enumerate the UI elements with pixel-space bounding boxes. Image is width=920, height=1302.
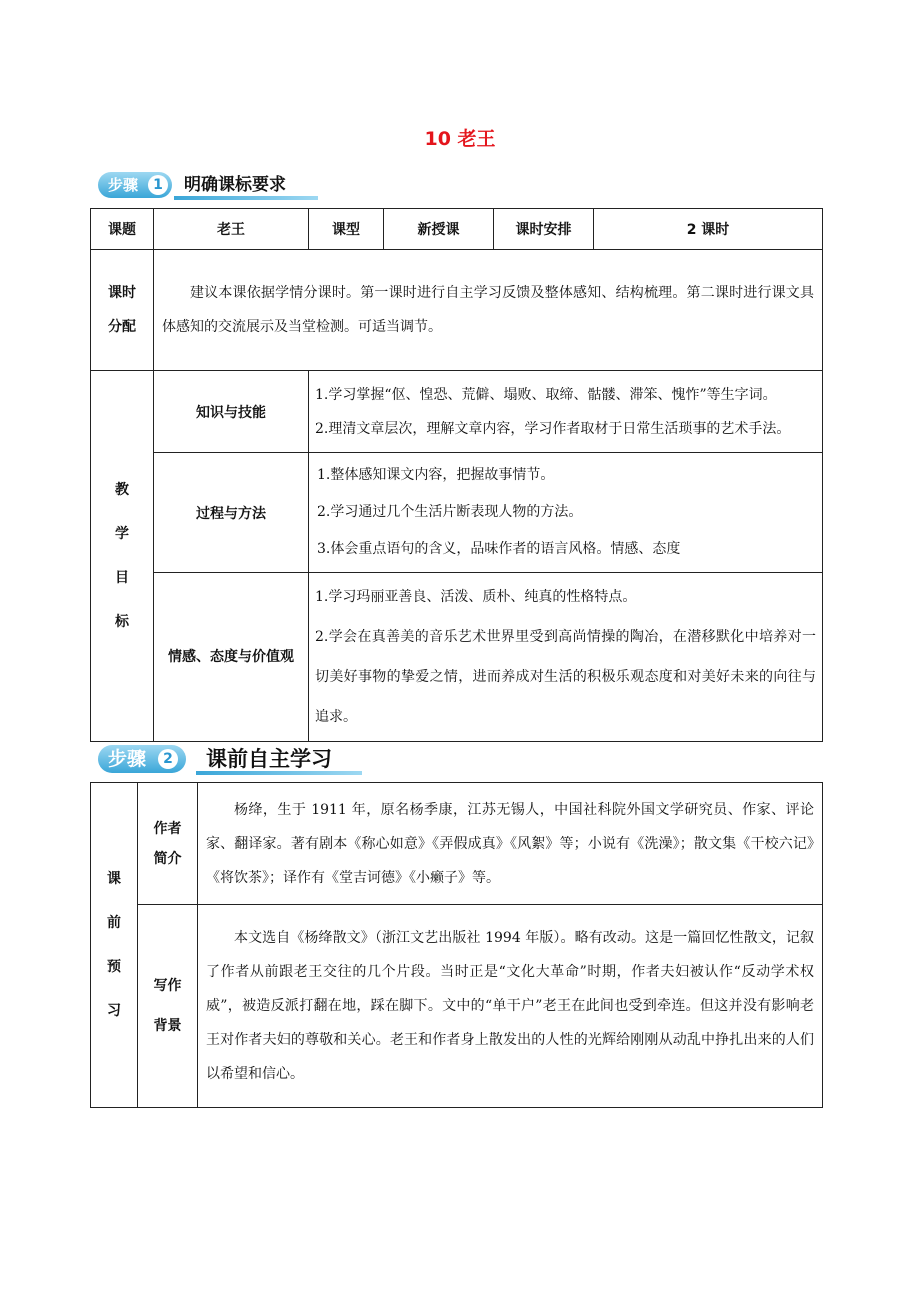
author-row [91, 783, 823, 905]
header-schedule-value: 2 课时 [594, 209, 823, 250]
goal-row-emotion [91, 573, 823, 742]
step-1-number-icon: 1 [148, 175, 168, 195]
header-topic-label: 课题 [91, 209, 154, 250]
step-2-underline [196, 771, 362, 775]
step-1-label: 明确课标要求 [184, 175, 286, 195]
step-1-banner [98, 172, 318, 198]
header-topic-value: 老王 [154, 209, 309, 250]
author-label: 作者 简介 [138, 783, 198, 905]
goal-knowledge-content [309, 371, 823, 453]
goal-row-process [91, 453, 823, 573]
header-type-value: 新授课 [384, 209, 494, 250]
goal-item: 1.学习玛丽亚善良、活泼、质朴、纯真的性格特点。 [315, 589, 637, 605]
goal-item: 2.理清文章层次，理解文章内容，学习作者取材于日常生活琐事的艺术手法。 [315, 420, 791, 437]
step-1-pill: 步骤 [98, 172, 172, 198]
course-standards-table [90, 208, 823, 742]
preview-label: 课 前 预 习 [91, 783, 138, 1108]
background-label: 写作 背景 [138, 905, 198, 1108]
allocation-row [91, 250, 823, 371]
page-title: 10 老王 [424, 128, 496, 150]
goal-item: 1.整体感知课文内容，把握故事情节。 [317, 467, 555, 483]
header-schedule-label: 课时安排 [494, 209, 594, 250]
author-text: 杨绛，生于 1911 年，原名杨季康，江苏无锡人，中国社科院外国文学研究员、作家、评论家、翻译家。著有剧本《称心如意》《弄假成真》《风絮》等；小说有《洗澡》；散文集《干校六记》《将饮茶》；译作有《堂吉诃德》《小癞子》等。 [198, 783, 823, 905]
goal-emotion-label: 情感、态度与价值观 [154, 573, 309, 742]
step-2-label: 课前自主学习 [206, 747, 332, 771]
allocation-text: 建议本课依据学情分课时。第一课时进行自主学习反馈及整体感知、结构梳理。第二课时进行课文具体感知的交流展示及当堂检测。可适当调节。 [154, 250, 823, 371]
goals-label: 教 学 目 标 [91, 371, 154, 742]
goal-process-label: 过程与方法 [154, 453, 309, 573]
step-1-underline [174, 196, 318, 200]
preview-table [90, 782, 823, 1108]
background-text: 本文选自《杨绛散文》（浙江文艺出版社 1994 年版）。略有改动。这是一篇回忆性散文，记叙了作者从前跟老王交往的几个片段。当时正是“文化大革命”时期，作者夫妇被认作“反动学术权威”，被造反派打翻在地，踩在脚下。文中的“单干户”老王在此间也受到牵连。但这并没有影响老王对作者夫妇的尊敬和关心。老王和作者身上散发出的人性的光辉给刚刚从动乱中挣扎出来的人们以希望和信心。 [198, 905, 823, 1108]
header-row [91, 209, 823, 250]
goal-knowledge-label: 知识与技能 [154, 371, 309, 453]
goal-item: 2.学会在真善美的音乐艺术世界里受到高尚情操的陶冶，在潜移默化中培养对一切美好事物的挚爱之情，进而养成对生活的积极乐观态度和对美好未来的向往与追求。 [315, 629, 816, 725]
goal-row-knowledge [91, 371, 823, 453]
step-2-number-icon: 2 [158, 749, 178, 769]
goal-item: 3.体会重点语句的含义，品味作者的语言风格。情感、态度 [317, 541, 681, 557]
goal-item: 2.学习通过几个生活片断表现人物的方法。 [317, 504, 583, 520]
allocation-label: 课时 分配 [91, 250, 154, 371]
goal-process-content [309, 453, 823, 573]
background-row [91, 905, 823, 1108]
goal-emotion-content [309, 573, 823, 742]
goal-item: 1.学习掌握“伛、惶恐、荒僻、塌败、取缔、骷髅、滞笨、愧怍”等生字词。 [315, 386, 777, 403]
header-type-label: 课型 [309, 209, 384, 250]
step-2-pill: 步骤 [98, 745, 186, 773]
step-2-banner [98, 745, 362, 771]
